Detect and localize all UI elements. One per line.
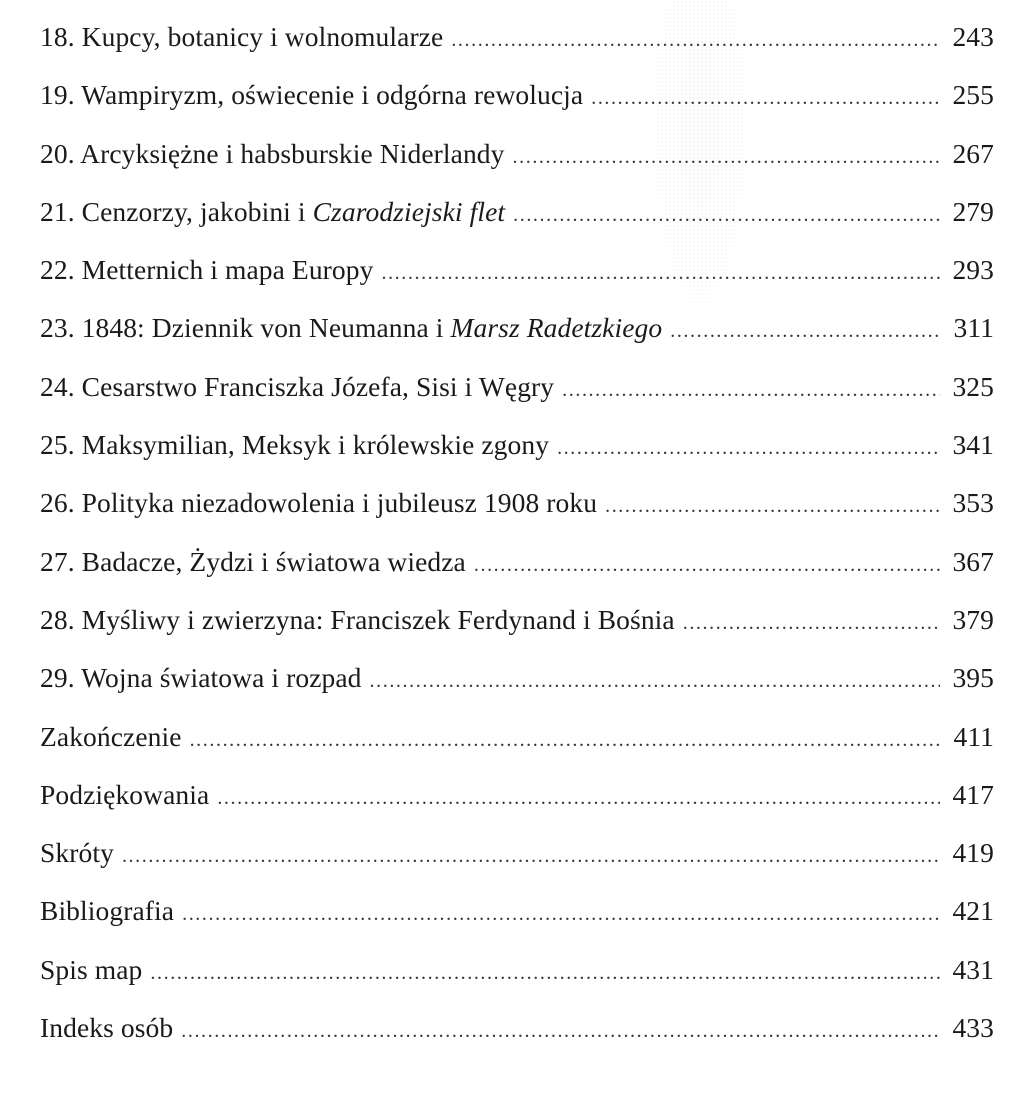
toc-entry-title: 19. Wampiryzm, oświecenie i odgórna rewolucja xyxy=(40,79,584,111)
toc-dot-leader xyxy=(370,670,940,693)
toc-entry-page: 279 xyxy=(952,195,994,227)
toc-entry xyxy=(40,196,994,254)
toc-entry xyxy=(40,837,994,895)
toc-dot-leader xyxy=(381,262,940,285)
toc-entry xyxy=(40,21,994,79)
toc-entry xyxy=(40,79,994,137)
toc-entry-title-italic: Marsz Radetzkiego xyxy=(450,312,663,344)
toc-dot-leader xyxy=(591,87,940,110)
toc-entry-title: Spis map xyxy=(40,953,143,985)
toc-entry-title-italic: Czarodziejski flet xyxy=(312,195,506,227)
toc-dot-leader xyxy=(513,204,940,227)
toc-dot-leader xyxy=(557,437,940,460)
toc-entry-title-plain: 23. 1848: Dziennik von Neumanna i xyxy=(40,312,451,344)
toc-entry-title: 28. Myśliwy i zwierzyna: Franciszek Ferdynand i Bośnia xyxy=(40,603,675,635)
toc-dot-leader xyxy=(451,29,940,52)
toc-entry-page: 379 xyxy=(952,603,994,635)
toc-dot-leader xyxy=(683,612,940,635)
toc-dot-leader xyxy=(150,962,940,985)
toc-entry-title: 22. Metternich i mapa Europy xyxy=(40,254,374,286)
toc-entry-page: 243 xyxy=(952,21,994,52)
toc-entry-title: Bibliografia xyxy=(40,895,175,927)
toc-dot-leader xyxy=(122,845,940,868)
toc-dot-leader xyxy=(181,1020,940,1043)
toc-entry xyxy=(40,371,994,429)
toc-entry-title: Podziękowania xyxy=(40,778,210,810)
toc-dot-leader xyxy=(562,379,940,402)
toc-entry-page: 311 xyxy=(953,312,994,344)
toc-entry-title xyxy=(40,312,670,344)
toc-entry xyxy=(40,954,994,1012)
toc-entry xyxy=(40,779,994,837)
toc-entry-title: 24. Cesarstwo Franciszka Józefa, Sisi i Węgry xyxy=(40,370,555,402)
toc-entry xyxy=(40,895,994,953)
toc-entry-page: 421 xyxy=(952,895,994,927)
table-of-contents xyxy=(40,21,994,1070)
toc-entry-title xyxy=(40,196,513,228)
toc-entry-page: 431 xyxy=(952,953,994,985)
toc-entry-title: 27. Badacze, Żydzi i światowa wiedza xyxy=(40,545,466,577)
toc-entry-page: 293 xyxy=(952,254,994,286)
toc-dot-leader xyxy=(513,146,940,169)
toc-dot-leader xyxy=(474,554,940,577)
toc-entry-page: 341 xyxy=(952,429,994,461)
toc-dot-leader xyxy=(190,729,940,752)
toc-entry-title: 18. Kupcy, botanicy i wolnomularze xyxy=(40,21,444,52)
toc-entry-page: 419 xyxy=(952,837,994,869)
toc-entry-title-plain: 21. Cenzorzy, jakobini i xyxy=(40,195,313,227)
toc-dot-leader xyxy=(605,495,940,518)
toc-entry-page: 433 xyxy=(952,1012,994,1044)
toc-entry xyxy=(40,662,994,720)
toc-entry xyxy=(40,604,994,662)
toc-entry xyxy=(40,429,994,487)
toc-entry xyxy=(40,254,994,312)
toc-entry xyxy=(40,138,994,196)
toc-dot-leader xyxy=(217,787,940,810)
toc-entry-title: Skróty xyxy=(40,837,114,869)
toc-dot-leader xyxy=(670,320,940,343)
toc-entry-page: 411 xyxy=(953,720,994,752)
toc-entry xyxy=(40,487,994,545)
toc-entry-page: 367 xyxy=(952,545,994,577)
toc-entry-page: 395 xyxy=(952,662,994,694)
toc-entry-page: 255 xyxy=(952,79,994,111)
toc-entry xyxy=(40,546,994,604)
toc-entry-title: Indeks osób xyxy=(40,1012,174,1044)
toc-entry-title: 25. Maksymilian, Meksyk i królewskie zgony xyxy=(40,429,550,461)
toc-entry-title: Zakończenie xyxy=(40,720,182,752)
toc-entry-page: 267 xyxy=(952,137,994,169)
toc-dot-leader xyxy=(182,903,940,926)
toc-entry xyxy=(40,312,994,370)
toc-entry-page: 417 xyxy=(952,778,994,810)
toc-entry-title: 20. Arcyksiężne i habsburskie Niderlandy xyxy=(40,137,505,169)
toc-entry-page: 325 xyxy=(952,370,994,402)
toc-entry xyxy=(40,721,994,779)
toc-entry-title: 26. Polityka niezadowolenia i jubileusz 1908 roku xyxy=(40,487,598,519)
toc-entry-title: 29. Wojna światowa i rozpad xyxy=(40,662,362,694)
toc-entry-page: 353 xyxy=(952,487,994,519)
toc-entry xyxy=(40,1012,994,1070)
